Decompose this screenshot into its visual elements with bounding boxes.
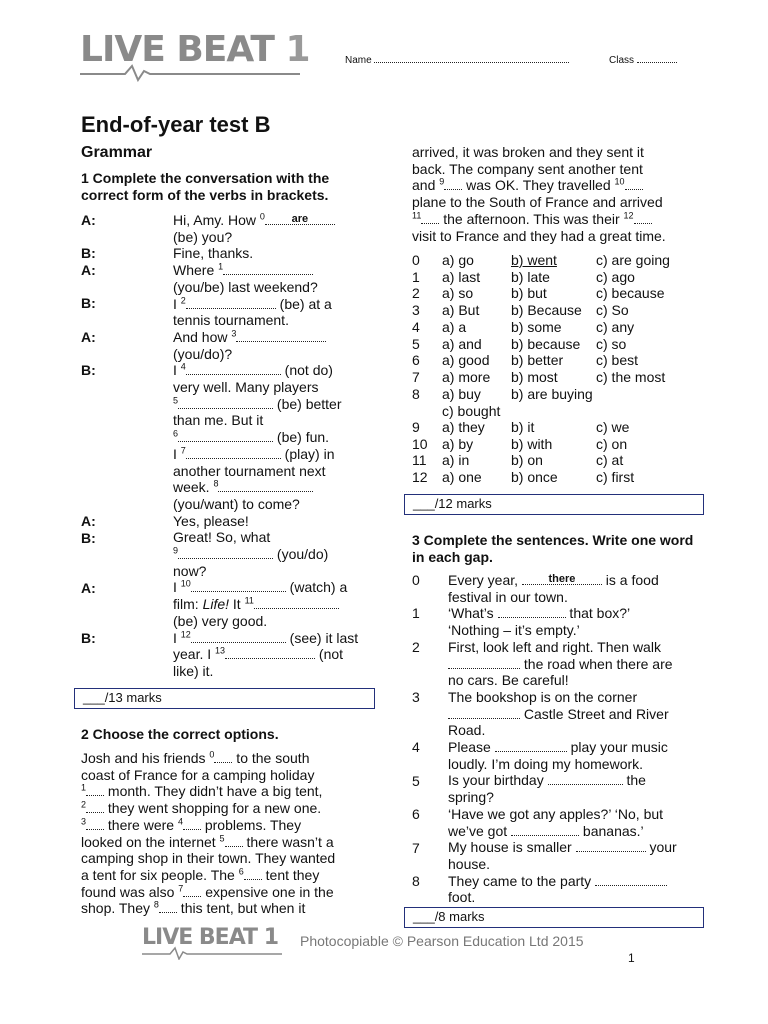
answer-gap[interactable] [183,884,201,897]
option-number: 4 [412,318,420,335]
option-number: 7 [412,368,420,385]
option-c[interactable]: c) so [596,335,627,352]
marks-label: ___/8 marks [413,909,485,924]
option-number: 11 [412,452,427,469]
option-a[interactable]: a) they [442,419,485,435]
option-number: 6 [412,352,420,369]
answer-gap[interactable] [183,817,201,830]
option-c[interactable]: c) because [596,285,665,302]
item-number: 8 [412,873,420,889]
answer-gap[interactable] [186,296,276,309]
option-a[interactable]: a) buy [442,385,481,402]
option-b[interactable]: b) with [511,435,553,452]
option-c[interactable]: c) bought [442,402,501,419]
option-b[interactable]: b) some [511,318,562,335]
answer-gap[interactable] [225,834,243,847]
option-a[interactable]: a) good [442,352,490,369]
page-number: 1 [628,951,635,965]
option-a[interactable]: a) and [442,335,482,352]
answer-gap[interactable] [236,329,326,342]
ex2-passage-right: arrived, it was broken and they sent it back. The company sent another tent and $^9$ was OK. They travelled $^{10}$ plane to the South of France and arrived $^{11}$ the afternoon. This was their $^{12}$ visit to France and they had a great time. [412,144,666,244]
option-c[interactable]: c) at [596,452,624,469]
option-number: 5 [412,335,420,352]
ex3-marks-box[interactable] [404,907,704,928]
answer-gap[interactable] [421,211,439,224]
marks-label: ___/13 marks [83,690,162,705]
option-number: 12 [412,469,428,486]
answer-gap[interactable] [225,646,315,659]
answer-gap[interactable] [511,823,579,836]
speaker-label: B: [81,362,96,378]
option-c[interactable]: c) best [596,352,639,369]
ex2-passage-left: Josh and his friends $^0$ to the south coast of France for a camping holiday $^1$ month. They didn’t have a big tent, $^2$ they went shopping for a new one. $^3$ there were $^4$ problems. They looked on the internet $^5$ there wasn’t a camping shop in their town. They wanted a tent for six people. The $^6$ tent they found was also $^7$ expensive one in the shop. They $^8$ this tent, but when it [81,749,336,917]
logo-text: LIVE BEAT [80,29,274,70]
answer-gap[interactable] [223,262,313,275]
option-b[interactable]: b) but [511,285,547,302]
option-row [412,252,712,269]
example-gap [522,572,602,585]
answer-gap [214,750,232,763]
option-row [412,319,712,336]
item-number: 2 [412,639,420,655]
example-answer: are [291,213,309,225]
ex1-marks-box[interactable] [74,688,375,709]
speaker-label: A: [81,329,96,345]
answer-gap[interactable] [254,596,339,609]
copyright: Photocopiable © Pearson Education Ltd 2015 [300,933,584,949]
speaker-label: B: [81,245,96,261]
ex1-instructions: 1 Complete the conversation with the correct form of the verbs in brackets. [81,170,330,203]
option-row [412,352,712,369]
option-number: 3 [412,302,420,319]
name-field[interactable] [345,54,569,66]
example-gap [265,212,335,225]
option-c[interactable]: c) on [596,435,628,452]
option-c[interactable]: c) ago [596,268,635,285]
ex3-sentences: Every year, there is a food festival in our town. ‘What’s that box?’ ‘Nothing – it’s empty.’ First, look left and right. Then walk the road when there are no cars. Be careful! The bookshop is on the corner Castle Street and River Road. Please play your music loudly. I’m doing my homework. Is your birthday the spring? ‘Have we got any apples?’ ‘No, but we’ve got bananas.’ My house is smaller your house. They came to the party foot. [448,572,677,906]
option-a[interactable]: a) more [442,368,491,385]
answer-gap[interactable] [191,630,286,643]
option-number: 8 [412,385,420,402]
item-number: 6 [412,806,420,822]
option-b[interactable]: b) once [511,469,558,486]
option-row [412,369,712,386]
option-c[interactable]: c) are going [596,252,670,268]
logo-heartbeat-icon [80,62,300,82]
option-row [412,436,712,453]
name-label: Name [345,55,372,66]
example-answer: there [548,573,576,585]
speaker-label: A: [81,513,96,529]
option-row [412,269,712,286]
answer-gap[interactable] [595,873,667,886]
option-c[interactable]: c) first [596,469,635,486]
speaker-label: B: [81,530,96,546]
option-c[interactable]: c) we [596,419,630,435]
answer-gap[interactable] [448,656,520,669]
option-row [412,419,712,436]
answer-gap[interactable] [86,783,104,796]
option-row [412,302,712,319]
answer-gap[interactable] [218,479,313,492]
answer-gap[interactable] [191,579,286,592]
speaker-label: B: [81,295,96,311]
answer-gap[interactable] [448,706,520,719]
option-a[interactable]: a) in [442,452,470,469]
section-heading: Grammar [81,144,153,161]
ex2-marks-box[interactable] [404,494,704,515]
logo-number: 1 [285,29,310,70]
option-b[interactable]: b) on [511,452,543,469]
item-number: 1 [412,605,420,621]
answer-gap[interactable] [576,839,646,852]
answer-gap[interactable] [634,211,652,224]
option-b[interactable]: b) are buying [511,385,593,402]
option-number: 0 [412,252,420,268]
speaker-label: B: [81,630,96,646]
option-a[interactable]: a) last [442,268,481,285]
option-a[interactable]: a) a [442,318,467,335]
answer-gap[interactable] [159,900,177,913]
option-number: 9 [412,419,420,435]
option-b[interactable]: b) better [511,352,564,369]
option-a[interactable]: a) go [442,252,474,268]
ex1-dialogue: Hi, Amy. How $^0$ are (be) you? Fine, thanks. Where $^1$ (you/be) last weekend? I $^2$ (be) at a tennis tournament. And how $^3$ (you/do)? I $^4$ (not do) very well. Many players $^5$ (be) better than me. But it $^6$ (be) fun. I $^7$ (play) in another tournament next week. $^8$ (you/want) to come? Yes, please! Great! So, what $^9$ (you/do) now? I $^{10}$ (watch) a film: Life! It $^{11}$ (be) very good. I $^{12}$ (see) it last year. I $^{13}$ (not like) it. [173,211,359,679]
item-number: 5 [412,773,420,789]
option-c[interactable]: c) the most [596,368,666,385]
item-number: 0 [412,572,420,588]
option-b[interactable]: b) late [511,268,550,285]
option-number: 1 [412,268,420,285]
answer-gap[interactable] [495,739,567,752]
answer-gap[interactable] [244,867,262,880]
answer-gap[interactable] [86,817,104,830]
answer-gap[interactable] [178,429,273,442]
item-number: 7 [412,840,420,856]
speaker-label: A: [81,580,96,596]
ex2-instructions: 2 Choose the correct options. [81,726,279,742]
item-number: 4 [412,739,420,755]
speaker-label: A: [81,262,96,278]
option-b[interactable]: b) Because [511,302,582,319]
answer-gap[interactable] [444,177,462,190]
option-b[interactable]: b) it [511,419,535,435]
option-a[interactable]: a) so [442,285,474,302]
option-row [412,452,712,469]
option-a[interactable]: a) one [442,469,482,486]
option-b[interactable]: b) because [511,335,581,352]
speaker-label: A: [81,212,96,228]
option-row [412,336,712,353]
option-c[interactable]: c) So [596,302,629,319]
answer-gap[interactable] [498,605,566,618]
logo-text: LIVE BEAT [142,925,258,950]
answer-gap[interactable] [186,446,281,459]
name-line [374,54,569,63]
marks-label: ___/12 marks [413,496,492,511]
answer-gap[interactable] [178,396,273,409]
answer-gap[interactable] [548,772,623,785]
class-field[interactable] [609,54,677,66]
option-b[interactable]: b) most [511,368,558,385]
footer-heartbeat-icon [142,946,282,960]
item-number: 3 [412,689,420,705]
option-c[interactable]: c) any [596,318,635,335]
option-number: 10 [412,435,428,452]
ex3-instructions: 3 Complete the sentences. Write one word in each gap. [412,532,694,565]
page-title: End-of-year test B [81,112,271,137]
class-label: Class [609,55,635,66]
option-b[interactable]: b) went [511,252,557,268]
answer-gap[interactable] [186,362,281,375]
option-row [412,285,712,302]
option-row [412,469,712,486]
answer-gap[interactable] [625,177,643,190]
option-a[interactable]: a) But [442,302,480,319]
answer-gap[interactable] [86,800,104,813]
answer-gap[interactable] [178,546,273,559]
option-row [412,385,712,419]
option-number: 2 [412,285,420,302]
logo-number: 1 [263,925,279,950]
option-a[interactable]: a) by [442,435,474,452]
class-line [637,54,677,63]
